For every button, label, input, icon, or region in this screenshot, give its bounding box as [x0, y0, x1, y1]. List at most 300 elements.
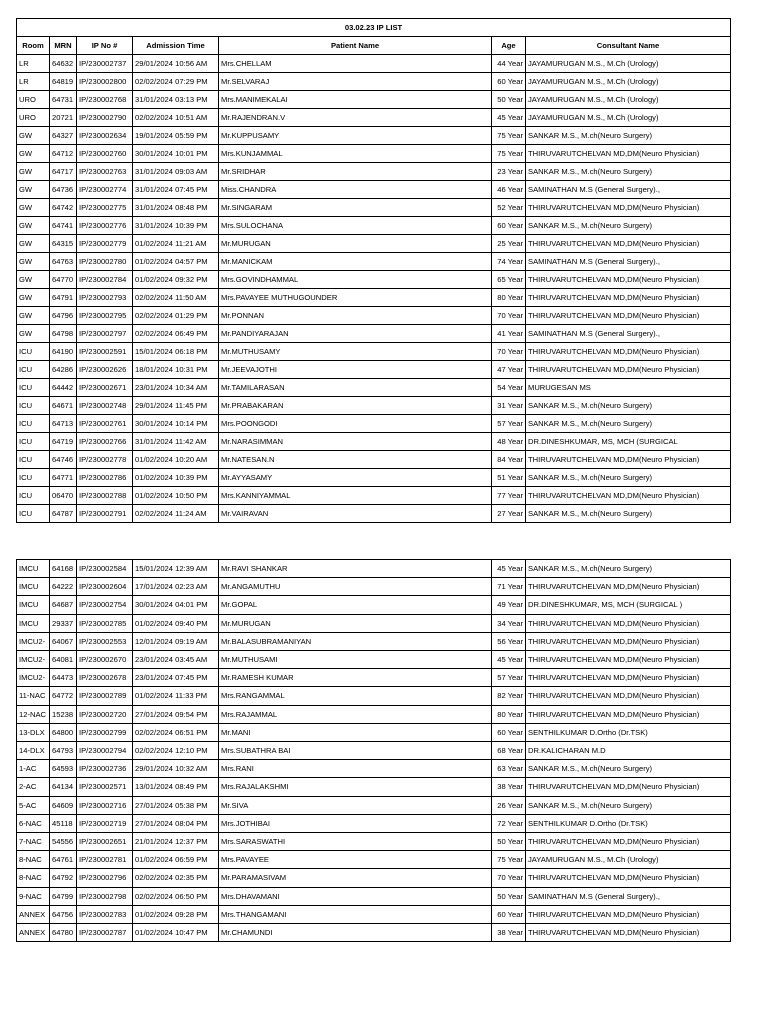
cell-consultant-name: MURUGESAN MS [526, 379, 731, 397]
cell-mrn: 64799 [50, 887, 77, 905]
cell-age: 65 Year [492, 271, 526, 289]
cell-ip-no: IP/230002626 [77, 361, 133, 379]
cell-age: 68 Year [492, 742, 526, 760]
cell-consultant-name: THIRUVARUTCHELVAN MD,DM(Neuro Physician) [526, 687, 731, 705]
cell-admission-time: 01/02/2024 09:32 PM [133, 271, 219, 289]
cell-admission-time: 23/01/2024 03:45 AM [133, 651, 219, 669]
cell-ip-no: IP/230002678 [77, 669, 133, 687]
cell-room: URO [17, 91, 50, 109]
cell-admission-time: 02/02/2024 07:29 PM [133, 73, 219, 91]
cell-room: ICU [17, 379, 50, 397]
cell-room: GW [17, 145, 50, 163]
table-row [17, 778, 731, 796]
cell-patient-name: Mr.PONNAN [219, 307, 492, 325]
table-row [17, 560, 731, 578]
cell-admission-time: 02/02/2024 06:51 PM [133, 723, 219, 741]
table-row [17, 833, 731, 851]
cell-mrn: 64819 [50, 73, 77, 91]
cell-patient-name: Mr.RAMESH KUMAR [219, 669, 492, 687]
cell-admission-time: 21/01/2024 12:37 PM [133, 833, 219, 851]
cell-consultant-name: THIRUVARUTCHELVAN MD,DM(Neuro Physician) [526, 271, 731, 289]
table-row [17, 505, 731, 523]
cell-age: 46 Year [492, 181, 526, 199]
cell-ip-no: IP/230002760 [77, 145, 133, 163]
cell-age: 82 Year [492, 687, 526, 705]
cell-consultant-name: SAMINATHAN M.S (General Surgery)., [526, 325, 731, 343]
cell-mrn: 64731 [50, 91, 77, 109]
cell-patient-name: Mr.MANI [219, 723, 492, 741]
cell-admission-time: 01/02/2024 10:47 PM [133, 924, 219, 942]
cell-ip-no: IP/230002786 [77, 469, 133, 487]
cell-room: GW [17, 235, 50, 253]
table-row [17, 343, 731, 361]
ip-list-table-2 [16, 559, 731, 942]
cell-patient-name: Miss.CHANDRA [219, 181, 492, 199]
cell-consultant-name: THIRUVARUTCHELVAN MD,DM(Neuro Physician) [526, 705, 731, 723]
cell-ip-no: IP/230002794 [77, 742, 133, 760]
cell-age: 80 Year [492, 705, 526, 723]
cell-patient-name: Mr.ANGAMUTHU [219, 578, 492, 596]
table-row [17, 181, 731, 199]
cell-age: 74 Year [492, 253, 526, 271]
cell-mrn: 64222 [50, 578, 77, 596]
cell-consultant-name: SANKAR M.S., M.ch(Neuro Surgery) [526, 505, 731, 523]
cell-consultant-name: DR.DINESHKUMAR, MS, MCH (SURGICAL ) [526, 596, 731, 614]
cell-ip-no: IP/230002778 [77, 451, 133, 469]
cell-age: 45 Year [492, 560, 526, 578]
cell-admission-time: 01/02/2024 06:59 PM [133, 851, 219, 869]
cell-consultant-name: JAYAMURUGAN M.S., M.Ch (Urology) [526, 109, 731, 127]
cell-ip-no: IP/230002719 [77, 814, 133, 832]
cell-consultant-name: THIRUVARUTCHELVAN MD,DM(Neuro Physician) [526, 361, 731, 379]
cell-mrn: 64286 [50, 361, 77, 379]
cell-patient-name: Mr.MURUGAN [219, 614, 492, 632]
cell-room: ICU [17, 361, 50, 379]
cell-admission-time: 31/01/2024 08:48 PM [133, 199, 219, 217]
cell-patient-name: Mr.NARASIMMAN [219, 433, 492, 451]
cell-mrn: 64081 [50, 651, 77, 669]
cell-ip-no: IP/230002768 [77, 91, 133, 109]
cell-age: 45 Year [492, 651, 526, 669]
header-mrn: MRN [50, 37, 77, 55]
cell-age: 70 Year [492, 869, 526, 887]
cell-mrn: 64793 [50, 742, 77, 760]
cell-ip-no: IP/230002761 [77, 415, 133, 433]
cell-mrn: 64632 [50, 55, 77, 73]
cell-ip-no: IP/230002716 [77, 796, 133, 814]
cell-room: 2-AC [17, 778, 50, 796]
table-row [17, 307, 731, 325]
cell-room: ICU [17, 397, 50, 415]
header-row [17, 37, 731, 55]
cell-admission-time: 31/01/2024 07:45 PM [133, 181, 219, 199]
cell-admission-time: 01/02/2024 09:28 PM [133, 905, 219, 923]
cell-consultant-name: JAYAMURUGAN M.S., M.Ch (Urology) [526, 73, 731, 91]
cell-patient-name: Mr.SRIDHAR [219, 163, 492, 181]
cell-patient-name: Mrs.RAJALAKSHMI [219, 778, 492, 796]
table-row [17, 669, 731, 687]
cell-age: 51 Year [492, 469, 526, 487]
cell-ip-no: IP/230002787 [77, 924, 133, 942]
cell-admission-time: 02/02/2024 11:24 AM [133, 505, 219, 523]
cell-age: 45 Year [492, 109, 526, 127]
cell-age: 52 Year [492, 199, 526, 217]
cell-patient-name: Mr.TAMILARASAN [219, 379, 492, 397]
cell-mrn: 29337 [50, 614, 77, 632]
cell-mrn: 64067 [50, 632, 77, 650]
cell-room: ICU [17, 343, 50, 361]
table-row [17, 91, 731, 109]
table-row [17, 578, 731, 596]
cell-admission-time: 13/01/2024 08:49 PM [133, 778, 219, 796]
table-row [17, 723, 731, 741]
cell-admission-time: 27/01/2024 09:54 PM [133, 705, 219, 723]
table-row [17, 379, 731, 397]
cell-mrn: 15238 [50, 705, 77, 723]
cell-admission-time: 02/02/2024 10:51 AM [133, 109, 219, 127]
cell-patient-name: Mr.RAJENDRAN.V [219, 109, 492, 127]
header-ip-no: IP No # [77, 37, 133, 55]
cell-room: IMCU2- [17, 669, 50, 687]
cell-room: 14-DLX [17, 742, 50, 760]
cell-ip-no: IP/230002671 [77, 379, 133, 397]
cell-admission-time: 01/02/2024 11:33 PM [133, 687, 219, 705]
header-admission-time: Admission Time [133, 37, 219, 55]
cell-ip-no: IP/230002754 [77, 596, 133, 614]
cell-mrn: 64772 [50, 687, 77, 705]
cell-ip-no: IP/230002791 [77, 505, 133, 523]
cell-age: 57 Year [492, 669, 526, 687]
cell-mrn: 64741 [50, 217, 77, 235]
cell-mrn: 64719 [50, 433, 77, 451]
cell-age: 50 Year [492, 887, 526, 905]
cell-ip-no: IP/230002748 [77, 397, 133, 415]
cell-ip-no: IP/230002776 [77, 217, 133, 235]
cell-mrn: 64796 [50, 307, 77, 325]
cell-room: 8-NAC [17, 851, 50, 869]
cell-consultant-name: SAMINATHAN M.S (General Surgery)., [526, 253, 731, 271]
cell-age: 75 Year [492, 851, 526, 869]
cell-room: GW [17, 217, 50, 235]
cell-admission-time: 31/01/2024 10:39 PM [133, 217, 219, 235]
table-row [17, 851, 731, 869]
cell-mrn: 54556 [50, 833, 77, 851]
table-row [17, 361, 731, 379]
cell-room: ICU [17, 433, 50, 451]
table-row [17, 905, 731, 923]
cell-admission-time: 02/02/2024 02:35 PM [133, 869, 219, 887]
cell-mrn: 64736 [50, 181, 77, 199]
cell-patient-name: Mrs.MANIMEKALAI [219, 91, 492, 109]
cell-ip-no: IP/230002571 [77, 778, 133, 796]
table-row [17, 469, 731, 487]
cell-patient-name: Mr.PRABAKARAN [219, 397, 492, 415]
cell-consultant-name: THIRUVARUTCHELVAN MD,DM(Neuro Physician) [526, 651, 731, 669]
cell-age: 50 Year [492, 833, 526, 851]
cell-admission-time: 02/02/2024 01:29 PM [133, 307, 219, 325]
cell-mrn: 64168 [50, 560, 77, 578]
cell-ip-no: IP/230002796 [77, 869, 133, 887]
cell-room: 9-NAC [17, 887, 50, 905]
cell-patient-name: Mr.BALASUBRAMANIYAN [219, 632, 492, 650]
cell-room: GW [17, 253, 50, 271]
cell-room: ICU [17, 487, 50, 505]
cell-consultant-name: SANKAR M.S., M.ch(Neuro Surgery) [526, 760, 731, 778]
cell-admission-time: 02/02/2024 12:10 PM [133, 742, 219, 760]
cell-consultant-name: THIRUVARUTCHELVAN MD,DM(Neuro Physician) [526, 343, 731, 361]
cell-ip-no: IP/230002651 [77, 833, 133, 851]
cell-patient-name: Mrs.SARASWATHI [219, 833, 492, 851]
cell-mrn: 20721 [50, 109, 77, 127]
cell-consultant-name: SANKAR M.S., M.ch(Neuro Surgery) [526, 469, 731, 487]
cell-mrn: 64780 [50, 924, 77, 942]
cell-mrn: 64800 [50, 723, 77, 741]
cell-admission-time: 15/01/2024 06:18 PM [133, 343, 219, 361]
cell-patient-name: Mrs.PAVAYEE MUTHUGOUNDER [219, 289, 492, 307]
cell-admission-time: 01/02/2024 10:50 PM [133, 487, 219, 505]
cell-mrn: 64717 [50, 163, 77, 181]
cell-ip-no: IP/230002781 [77, 851, 133, 869]
cell-ip-no: IP/230002790 [77, 109, 133, 127]
cell-admission-time: 01/02/2024 11:21 AM [133, 235, 219, 253]
cell-consultant-name: THIRUVARUTCHELVAN MD,DM(Neuro Physician) [526, 487, 731, 505]
cell-consultant-name: THIRUVARUTCHELVAN MD,DM(Neuro Physician) [526, 669, 731, 687]
cell-consultant-name: SANKAR M.S., M.ch(Neuro Surgery) [526, 217, 731, 235]
cell-consultant-name: THIRUVARUTCHELVAN MD,DM(Neuro Physician) [526, 632, 731, 650]
cell-room: IMCU [17, 560, 50, 578]
cell-age: 54 Year [492, 379, 526, 397]
cell-admission-time: 19/01/2024 05:59 PM [133, 127, 219, 145]
cell-consultant-name: THIRUVARUTCHELVAN MD,DM(Neuro Physician) [526, 199, 731, 217]
cell-admission-time: 02/02/2024 11:50 AM [133, 289, 219, 307]
cell-consultant-name: JAYAMURUGAN M.S., M.Ch (Urology) [526, 55, 731, 73]
cell-age: 26 Year [492, 796, 526, 814]
table-row [17, 55, 731, 73]
cell-room: GW [17, 307, 50, 325]
cell-admission-time: 31/01/2024 09:03 AM [133, 163, 219, 181]
cell-mrn: 64442 [50, 379, 77, 397]
cell-age: 50 Year [492, 91, 526, 109]
cell-admission-time: 23/01/2024 07:45 PM [133, 669, 219, 687]
cell-patient-name: Mrs.JOTHIBAI [219, 814, 492, 832]
header-age: Age [492, 37, 526, 55]
cell-consultant-name: THIRUVARUTCHELVAN MD,DM(Neuro Physician) [526, 869, 731, 887]
cell-ip-no: IP/230002785 [77, 614, 133, 632]
cell-room: IMCU2- [17, 651, 50, 669]
cell-patient-name: Mr.GOPAL [219, 596, 492, 614]
cell-mrn: 64791 [50, 289, 77, 307]
table-row [17, 687, 731, 705]
cell-admission-time: 01/02/2024 10:39 PM [133, 469, 219, 487]
cell-age: 31 Year [492, 397, 526, 415]
table-row [17, 796, 731, 814]
cell-room: IMCU2- [17, 632, 50, 650]
cell-patient-name: Mr.CHAMUNDI [219, 924, 492, 942]
cell-admission-time: 31/01/2024 11:42 AM [133, 433, 219, 451]
cell-ip-no: IP/230002634 [77, 127, 133, 145]
cell-room: GW [17, 325, 50, 343]
cell-age: 41 Year [492, 325, 526, 343]
cell-mrn: 64712 [50, 145, 77, 163]
cell-patient-name: Mr.KUPPUSAMY [219, 127, 492, 145]
cell-patient-name: Mr.JEEVAJOTHI [219, 361, 492, 379]
cell-consultant-name: SANKAR M.S., M.ch(Neuro Surgery) [526, 560, 731, 578]
list-title: 03.02.23 IP LIST [17, 19, 731, 37]
cell-room: 6-NAC [17, 814, 50, 832]
cell-ip-no: IP/230002737 [77, 55, 133, 73]
table-row [17, 742, 731, 760]
cell-consultant-name: THIRUVARUTCHELVAN MD,DM(Neuro Physician) [526, 778, 731, 796]
cell-consultant-name: DR.KALICHARAN M.D [526, 742, 731, 760]
cell-admission-time: 30/01/2024 04:01 PM [133, 596, 219, 614]
cell-patient-name: Mr.MUTHUSAMY [219, 343, 492, 361]
cell-patient-name: Mr.MURUGAN [219, 235, 492, 253]
cell-ip-no: IP/230002604 [77, 578, 133, 596]
cell-patient-name: Mrs.POONGODI [219, 415, 492, 433]
cell-age: 77 Year [492, 487, 526, 505]
cell-room: LR [17, 73, 50, 91]
cell-ip-no: IP/230002553 [77, 632, 133, 650]
cell-age: 57 Year [492, 415, 526, 433]
cell-ip-no: IP/230002775 [77, 199, 133, 217]
cell-consultant-name: JAYAMURUGAN M.S., M.Ch (Urology) [526, 91, 731, 109]
cell-ip-no: IP/230002774 [77, 181, 133, 199]
cell-patient-name: Mr.AYYASAMY [219, 469, 492, 487]
cell-room: 1-AC [17, 760, 50, 778]
table-row [17, 325, 731, 343]
cell-room: ANNEX [17, 905, 50, 923]
cell-ip-no: IP/230002800 [77, 73, 133, 91]
cell-mrn: 64771 [50, 469, 77, 487]
cell-patient-name: Mr.MUTHUSAMI [219, 651, 492, 669]
cell-ip-no: IP/230002670 [77, 651, 133, 669]
cell-age: 70 Year [492, 343, 526, 361]
cell-age: 71 Year [492, 578, 526, 596]
cell-mrn: 64473 [50, 669, 77, 687]
cell-age: 34 Year [492, 614, 526, 632]
cell-room: GW [17, 271, 50, 289]
table-row [17, 397, 731, 415]
table-row [17, 924, 731, 942]
cell-ip-no: IP/230002797 [77, 325, 133, 343]
cell-ip-no: IP/230002720 [77, 705, 133, 723]
cell-ip-no: IP/230002784 [77, 271, 133, 289]
cell-room: URO [17, 109, 50, 127]
cell-admission-time: 02/02/2024 06:50 PM [133, 887, 219, 905]
table-row [17, 760, 731, 778]
cell-patient-name: Mr.SELVARAJ [219, 73, 492, 91]
cell-consultant-name: SANKAR M.S., M.ch(Neuro Surgery) [526, 415, 731, 433]
cell-patient-name: Mrs.SUBATHRA BAI [219, 742, 492, 760]
cell-mrn: 64770 [50, 271, 77, 289]
cell-room: 8-NAC [17, 869, 50, 887]
cell-mrn: 64742 [50, 199, 77, 217]
cell-room: 12-NAC [17, 705, 50, 723]
cell-age: 60 Year [492, 217, 526, 235]
table-row [17, 614, 731, 632]
cell-room: GW [17, 181, 50, 199]
table-row [17, 814, 731, 832]
header-room: Room [17, 37, 50, 55]
cell-patient-name: Mrs.PAVAYEE [219, 851, 492, 869]
cell-admission-time: 17/01/2024 02:23 AM [133, 578, 219, 596]
cell-ip-no: IP/230002795 [77, 307, 133, 325]
cell-mrn: 64787 [50, 505, 77, 523]
cell-ip-no: IP/230002766 [77, 433, 133, 451]
cell-consultant-name: SENTHILKUMAR D.Ortho (Dr.TSK) [526, 814, 731, 832]
cell-consultant-name: THIRUVARUTCHELVAN MD,DM(Neuro Physician) [526, 451, 731, 469]
cell-patient-name: Mr.MANICKAM [219, 253, 492, 271]
cell-admission-time: 29/01/2024 10:56 AM [133, 55, 219, 73]
cell-consultant-name: SAMINATHAN M.S (General Surgery)., [526, 887, 731, 905]
table-row [17, 289, 731, 307]
cell-room: IMCU [17, 614, 50, 632]
cell-patient-name: Mr.SINGARAM [219, 199, 492, 217]
cell-patient-name: Mrs.GOVINDHAMMAL [219, 271, 492, 289]
cell-consultant-name: THIRUVARUTCHELVAN MD,DM(Neuro Physician) [526, 924, 731, 942]
table-row [17, 127, 731, 145]
cell-consultant-name: THIRUVARUTCHELVAN MD,DM(Neuro Physician) [526, 578, 731, 596]
cell-mrn: 64327 [50, 127, 77, 145]
cell-admission-time: 27/01/2024 08:04 PM [133, 814, 219, 832]
cell-admission-time: 31/01/2024 03:13 PM [133, 91, 219, 109]
cell-ip-no: IP/230002779 [77, 235, 133, 253]
cell-admission-time: 18/01/2024 10:31 PM [133, 361, 219, 379]
cell-room: 5-AC [17, 796, 50, 814]
table-row [17, 73, 731, 91]
cell-room: IMCU [17, 596, 50, 614]
cell-mrn: 64756 [50, 905, 77, 923]
table-row [17, 869, 731, 887]
header-patient-name: Patient Name [219, 37, 492, 55]
cell-admission-time: 29/01/2024 10:32 AM [133, 760, 219, 778]
cell-admission-time: 12/01/2024 09:19 AM [133, 632, 219, 650]
cell-mrn: 64713 [50, 415, 77, 433]
table-row [17, 451, 731, 469]
cell-patient-name: Mrs.KUNJAMMAL [219, 145, 492, 163]
cell-consultant-name: THIRUVARUTCHELVAN MD,DM(Neuro Physician) [526, 289, 731, 307]
cell-ip-no: IP/230002584 [77, 560, 133, 578]
cell-admission-time: 15/01/2024 12:39 AM [133, 560, 219, 578]
cell-consultant-name: THIRUVARUTCHELVAN MD,DM(Neuro Physician) [526, 307, 731, 325]
cell-room: ICU [17, 469, 50, 487]
cell-room: GW [17, 199, 50, 217]
cell-age: 84 Year [492, 451, 526, 469]
cell-admission-time: 27/01/2024 05:38 PM [133, 796, 219, 814]
cell-room: GW [17, 163, 50, 181]
cell-ip-no: IP/230002591 [77, 343, 133, 361]
cell-age: 75 Year [492, 127, 526, 145]
cell-mrn: 64315 [50, 235, 77, 253]
cell-patient-name: Mrs.RAJAMMAL [219, 705, 492, 723]
cell-patient-name: Mr.PARAMASIVAM [219, 869, 492, 887]
table-row [17, 415, 731, 433]
cell-age: 49 Year [492, 596, 526, 614]
cell-patient-name: Mrs.SULOCHANA [219, 217, 492, 235]
table-row [17, 596, 731, 614]
cell-patient-name: Mr.PANDIYARAJAN [219, 325, 492, 343]
cell-room: 13-DLX [17, 723, 50, 741]
cell-room: 11-NAC [17, 687, 50, 705]
cell-mrn: 64190 [50, 343, 77, 361]
cell-ip-no: IP/230002736 [77, 760, 133, 778]
cell-age: 44 Year [492, 55, 526, 73]
cell-admission-time: 01/02/2024 04:57 PM [133, 253, 219, 271]
cell-mrn: 64687 [50, 596, 77, 614]
cell-patient-name: Mrs.DHAVAMANI [219, 887, 492, 905]
cell-consultant-name: THIRUVARUTCHELVAN MD,DM(Neuro Physician) [526, 614, 731, 632]
cell-patient-name: Mrs.KANNIYAMMAL [219, 487, 492, 505]
